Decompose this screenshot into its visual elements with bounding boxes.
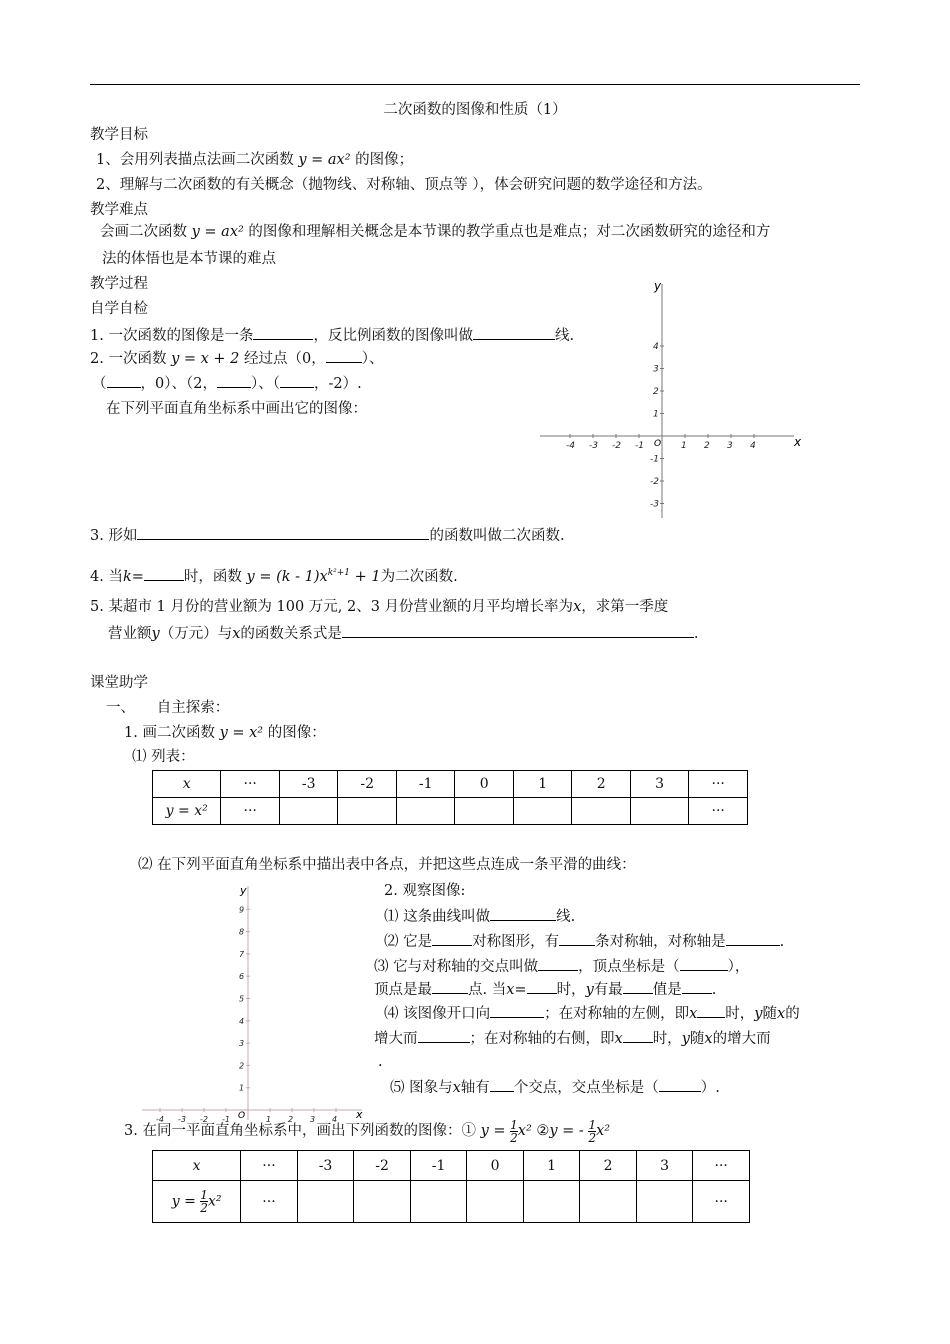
q2-text: 2. 一次函数 — [90, 351, 167, 367]
observe-2 — [384, 932, 784, 951]
observe-text: 有最 — [593, 982, 623, 998]
table-cell: -3 — [279, 771, 338, 798]
observe-text: 值是 — [652, 982, 682, 998]
y-tick-label: 6 — [239, 972, 245, 982]
y-tick-label: 4 — [653, 342, 659, 352]
observe-text: ；在对称轴的左侧，即 — [544, 1006, 690, 1022]
question-3 — [90, 526, 565, 545]
objective-1 — [96, 151, 413, 169]
axis-ticks-1 — [566, 342, 756, 510]
table-input-cell[interactable] — [279, 798, 338, 825]
observe-text: ；在对称轴的右侧，即 — [469, 1031, 615, 1047]
q5-text-2: ，求第一季度 — [581, 599, 669, 615]
var-y: y — [151, 626, 160, 642]
table-cell: -1 — [410, 1151, 467, 1181]
table-input-cell[interactable] — [354, 1181, 411, 1223]
step-1: ⑴ 列表： — [132, 749, 195, 765]
q2-point: ，0）、（2， — [140, 376, 217, 392]
question-1 — [90, 326, 574, 345]
task-1 — [124, 724, 326, 742]
fraction-denominator: 2 — [588, 1130, 597, 1145]
coordinate-plane-1[interactable] — [536, 276, 806, 520]
x-tick-label: 3 — [727, 441, 733, 451]
q4-eq: = — [131, 568, 144, 585]
table-cell: -3 — [297, 1151, 354, 1181]
answer-blank[interactable] — [623, 980, 653, 994]
observe-3 — [374, 957, 749, 976]
answer-blank[interactable] — [432, 980, 468, 994]
answer-blank[interactable] — [326, 349, 362, 363]
var-x: x — [506, 982, 515, 998]
fraction — [200, 1189, 208, 1214]
origin-label: O — [238, 1111, 246, 1121]
var-x: x — [777, 1006, 786, 1022]
y-tick-label: 3 — [653, 364, 659, 375]
observe-3b — [374, 980, 716, 999]
observe-text: 时， — [652, 1031, 682, 1047]
fraction — [588, 1119, 596, 1144]
objectives-heading: 教学目标 — [90, 127, 148, 143]
table-cell: ··· — [693, 1181, 750, 1223]
objective-1-tail: 的图像； — [355, 152, 414, 168]
q2-paren: （ — [92, 376, 107, 392]
q5-end: . — [693, 626, 699, 642]
question-2 — [90, 349, 384, 368]
answer-blank[interactable] — [490, 1004, 544, 1018]
observe-text: 时， — [725, 1006, 755, 1022]
observe-text: ⑷ 该图像开口向 — [384, 1006, 491, 1022]
observe-heading: 2. 观察图像: — [384, 883, 466, 899]
x-tick-label: 4 — [750, 441, 756, 451]
y-tick-label: 7 — [239, 949, 245, 959]
y-tick-label: 8 — [239, 927, 245, 937]
x-tick-label: -3 — [589, 441, 598, 451]
table-cell: ··· — [693, 1151, 750, 1181]
table-input-cell[interactable] — [396, 798, 455, 825]
answer-blank[interactable] — [432, 932, 472, 946]
observe-1 — [384, 907, 575, 926]
q4-text-2: 时，函数 — [183, 568, 242, 585]
y-tick-label: 1 — [239, 1083, 245, 1093]
table-cell: x — [153, 1151, 241, 1181]
var-x: x — [452, 1080, 461, 1096]
observe-text: 随 — [689, 1031, 705, 1047]
table-cell: 0 — [455, 771, 513, 798]
answer-blank[interactable] — [418, 1029, 470, 1043]
q1-text-3: 线. — [554, 328, 575, 344]
formula-rhs: x² — [596, 1123, 611, 1139]
table-input-cell[interactable] — [513, 798, 571, 825]
observe-text: ⑴ 这条曲线叫做 — [384, 909, 491, 925]
process-heading: 教学过程 — [90, 276, 148, 292]
x-tick-label: -2 — [200, 1115, 208, 1122]
answer-blank[interactable] — [253, 326, 313, 340]
var-x: x — [689, 1006, 698, 1022]
table-cell: 0 — [467, 1151, 524, 1181]
table-input-cell[interactable] — [572, 798, 630, 825]
table-row — [153, 1151, 750, 1181]
answer-blank[interactable] — [682, 980, 712, 994]
x-axis-label: x — [356, 1108, 363, 1121]
table-input-cell[interactable] — [455, 798, 513, 825]
y-tick-label: -3 — [650, 499, 659, 510]
x-tick-label: 2 — [288, 1115, 294, 1122]
y-tick-label: 2 — [239, 1061, 245, 1071]
section-1-heading: 一、 自主探索： — [106, 700, 230, 716]
observe-text: 对称图形，有 — [472, 934, 560, 950]
difficulty-line-2: 法的体悟也是本节课的难点 — [102, 251, 276, 267]
table-input-cell[interactable] — [630, 798, 688, 825]
table-cell: ··· — [221, 771, 280, 798]
difficulty-line-1 — [100, 223, 770, 241]
formula-y-x-plus-2: y = x + 2 — [171, 351, 240, 367]
answer-blank[interactable] — [490, 907, 556, 921]
formula-rhs: x² — [207, 1193, 222, 1210]
answer-blank[interactable] — [697, 1004, 725, 1018]
table-input-cell[interactable] — [580, 1181, 637, 1223]
observe-text: ⑶ 它与对称轴的交点叫做 — [374, 959, 539, 975]
difficulty-heading: 教学难点 — [90, 202, 148, 218]
var-x: x — [704, 1031, 713, 1047]
y-axis-label: y — [240, 884, 247, 897]
q2-text-3: ）、 — [361, 351, 384, 367]
axis-ticks-2 — [156, 905, 337, 1122]
y-tick-label: 5 — [239, 994, 245, 1004]
var-y: y — [754, 1006, 763, 1022]
table-cell: -1 — [396, 771, 455, 798]
formula-y-ax2: y = ax² — [298, 152, 351, 168]
observe-text: ⑸ 图象与 — [390, 1080, 453, 1096]
value-table-1 — [152, 770, 748, 825]
y-tick-label: 9 — [239, 905, 245, 915]
fraction-denominator: 2 — [510, 1130, 518, 1145]
var-y: y — [585, 982, 594, 998]
table-input-cell[interactable] — [467, 1181, 524, 1223]
q2-point-3: ，-2）. — [313, 376, 362, 392]
formula-quadratic-k: y = (k - 1)x — [246, 568, 328, 585]
table-input-cell[interactable] — [297, 1181, 354, 1223]
question-2-line-3: 在下列平面直角坐标系中画出它的图像： — [106, 401, 367, 417]
q5-text-5: 的函数关系式是 — [240, 626, 342, 642]
table-cell: x — [153, 771, 221, 798]
table-cell: 1 — [513, 771, 571, 798]
x-tick-label: 2 — [704, 441, 710, 451]
formula-lhs: y = — [171, 1193, 196, 1210]
table-cell: 1 — [523, 1151, 580, 1181]
x-tick-label: 1 — [681, 441, 687, 451]
answer-blank[interactable] — [659, 1078, 701, 1092]
fraction — [510, 1119, 518, 1144]
table-cell: ··· — [221, 798, 280, 825]
y-tick-label: 4 — [239, 1016, 245, 1026]
y-tick-label: 2 — [653, 387, 659, 397]
observe-text: 的 — [785, 1006, 800, 1022]
table-row-label — [153, 1181, 241, 1223]
x-tick-label: -4 — [156, 1115, 164, 1122]
q3-text: 3. 形如 — [90, 528, 138, 544]
answer-blank[interactable] — [527, 980, 557, 994]
observe-text: ）， — [727, 959, 750, 975]
difficulty-text-2: 的图像和理解相关概念是本节课的教学重点也是难点；对二次函数研究的途径和方 — [248, 224, 771, 240]
question-5 — [90, 598, 668, 616]
formula-lhs: y = — [480, 1123, 506, 1139]
page-title: 二次函数的图像和性质（1） — [383, 102, 567, 118]
y-axis-label: y — [654, 279, 662, 293]
fraction-numerator: 1 — [510, 1117, 518, 1132]
x-tick-label: -2 — [612, 441, 621, 451]
x-tick-label: 3 — [310, 1115, 316, 1122]
var-x: x — [232, 626, 241, 642]
table-input-cell[interactable] — [338, 798, 397, 825]
task-1-text: 1. 画二次函数 — [124, 725, 215, 741]
value-table-2 — [152, 1150, 750, 1223]
var-y: y — [681, 1031, 690, 1047]
answer-blank[interactable] — [342, 624, 694, 638]
y-tick-label: 1 — [653, 409, 659, 420]
q1-text: 1. 一次函数的图像是一条 — [90, 328, 254, 344]
table-cell: -2 — [354, 1151, 411, 1181]
answer-blank[interactable] — [217, 374, 251, 388]
observe-4 — [384, 1004, 800, 1023]
observe-4b — [374, 1029, 771, 1048]
x-axis-label: x — [794, 435, 802, 449]
x-tick-label: -1 — [222, 1115, 230, 1122]
q4-text: 4. 当 — [90, 568, 123, 585]
task-3-text: 3. 在同一平面直角坐标系中，画出下列函数的图像：① — [124, 1123, 476, 1139]
self-check-heading: 自学自检 — [90, 301, 148, 317]
origin-label: O — [654, 439, 662, 449]
q1-text-2: ，反比例函数的图像叫做 — [313, 328, 473, 344]
observe-text: . — [711, 982, 717, 998]
table-input-cell[interactable] — [523, 1181, 580, 1223]
objective-1-text: 1、会用列表描点法画二次函数 — [96, 152, 294, 168]
observe-5 — [390, 1078, 720, 1097]
task-3-marker-2: ② — [536, 1123, 550, 1139]
observe-text: 点. 当 — [468, 982, 507, 998]
observe-text: 增大而 — [374, 1031, 418, 1047]
formula-y-ax2-2: y = ax² — [191, 224, 244, 240]
table-cell: ··· — [241, 1151, 298, 1181]
table-cell: 2 — [572, 771, 630, 798]
step-2: ⑵ 在下列平面直角坐标系中描出表中各点，并把这些点连成一条平滑的曲线： — [138, 857, 636, 873]
exponent: k²+1 — [327, 568, 351, 578]
table-cell: 2 — [580, 1151, 637, 1181]
coordinate-plane-2[interactable] — [140, 882, 366, 1122]
q5-text-4: （万元）与 — [159, 626, 233, 642]
fraction-denominator: 2 — [200, 1201, 208, 1215]
observe-text: 随 — [762, 1006, 777, 1022]
q5-text-3: 营业额 — [108, 626, 152, 642]
observe-text: 个交点，交点坐标是（ — [513, 1080, 659, 1096]
answer-blank[interactable] — [538, 957, 578, 971]
y-tick-label: -2 — [650, 477, 659, 487]
observe-text: 条对称轴，对称轴是 — [595, 934, 726, 950]
table-input-cell[interactable] — [410, 1181, 467, 1223]
q2-text-2: 经过点（0， — [244, 351, 326, 367]
var-x: x — [614, 1031, 623, 1047]
q3-text-2: 的函数叫做二次函数. — [429, 528, 565, 544]
objective-2: 2、理解与二次函数的有关概念（抛物线、对称轴、顶点等 ），体会研究问题的数学途径和方法。 — [96, 177, 712, 193]
formula-lhs: y = - — [549, 1123, 584, 1139]
answer-blank[interactable] — [490, 1078, 514, 1092]
observe-text: ⑵ 它是 — [384, 934, 433, 950]
answer-blank[interactable] — [144, 567, 184, 581]
table-cell: 3 — [630, 771, 688, 798]
answer-blank[interactable] — [280, 374, 314, 388]
x-tick-label: -3 — [178, 1115, 186, 1122]
answer-blank[interactable] — [137, 526, 429, 540]
q4-text-3: 为二次函数. — [380, 568, 458, 585]
class-heading: 课堂助学 — [90, 675, 148, 691]
observe-text: = — [514, 982, 527, 998]
table-cell: ··· — [241, 1181, 298, 1223]
table-cell: -2 — [338, 771, 397, 798]
observe-text: 顶点是最 — [374, 982, 432, 998]
difficulty-text: 会画二次函数 — [100, 224, 187, 240]
table-cell: 3 — [636, 1151, 693, 1181]
observe-text: . — [779, 934, 785, 950]
question-4 — [90, 564, 458, 586]
observe-text: 时， — [556, 982, 586, 998]
y-tick-label: 3 — [239, 1039, 245, 1049]
table-row — [153, 798, 748, 825]
formula-y-x2: y = x² — [219, 725, 264, 741]
formula-tail: + 1 — [354, 568, 381, 585]
table-cell: ··· — [689, 771, 748, 798]
x-tick-label: -1 — [635, 441, 644, 451]
var-k: k — [122, 568, 132, 585]
observe-text: ）. — [700, 1080, 720, 1096]
task-1-tail: 的图像： — [267, 725, 326, 741]
y-tick-label: -1 — [650, 454, 659, 465]
header-rule — [90, 84, 860, 85]
x-tick-label: 4 — [332, 1115, 338, 1122]
q5-text: 5. 某超市 1 月份的营业额为 100 万元, 2、3 月份营业额的月平均增长率为 — [90, 599, 574, 615]
answer-blank[interactable] — [726, 932, 780, 946]
fraction-numerator: 1 — [588, 1117, 597, 1132]
observe-text: 线. — [556, 909, 576, 925]
question-5-line-2 — [108, 624, 699, 643]
var-x: x — [573, 599, 582, 615]
table-row-label: y = x² — [153, 798, 221, 825]
table-row — [153, 1181, 750, 1223]
answer-blank[interactable] — [107, 374, 141, 388]
table-row — [153, 771, 748, 798]
observe-text: ，顶点坐标是（ — [578, 959, 680, 975]
formula-rhs: x² — [517, 1123, 532, 1139]
task-3 — [124, 1114, 610, 1148]
answer-blank[interactable] — [559, 932, 595, 946]
x-tick-label: 1 — [266, 1115, 272, 1122]
answer-blank[interactable] — [623, 1029, 653, 1043]
observe-4c: . — [378, 1054, 383, 1070]
answer-blank[interactable] — [680, 957, 728, 971]
observe-text: 的增大而 — [712, 1031, 771, 1047]
observe-text: 轴有 — [460, 1080, 490, 1096]
table-input-cell[interactable] — [636, 1181, 693, 1223]
table-cell: ··· — [689, 798, 748, 825]
q2-point-2: ）、（ — [250, 376, 280, 392]
fraction-numerator: 1 — [200, 1188, 208, 1202]
x-tick-label: -4 — [566, 441, 575, 451]
question-2-line-2 — [92, 374, 362, 393]
